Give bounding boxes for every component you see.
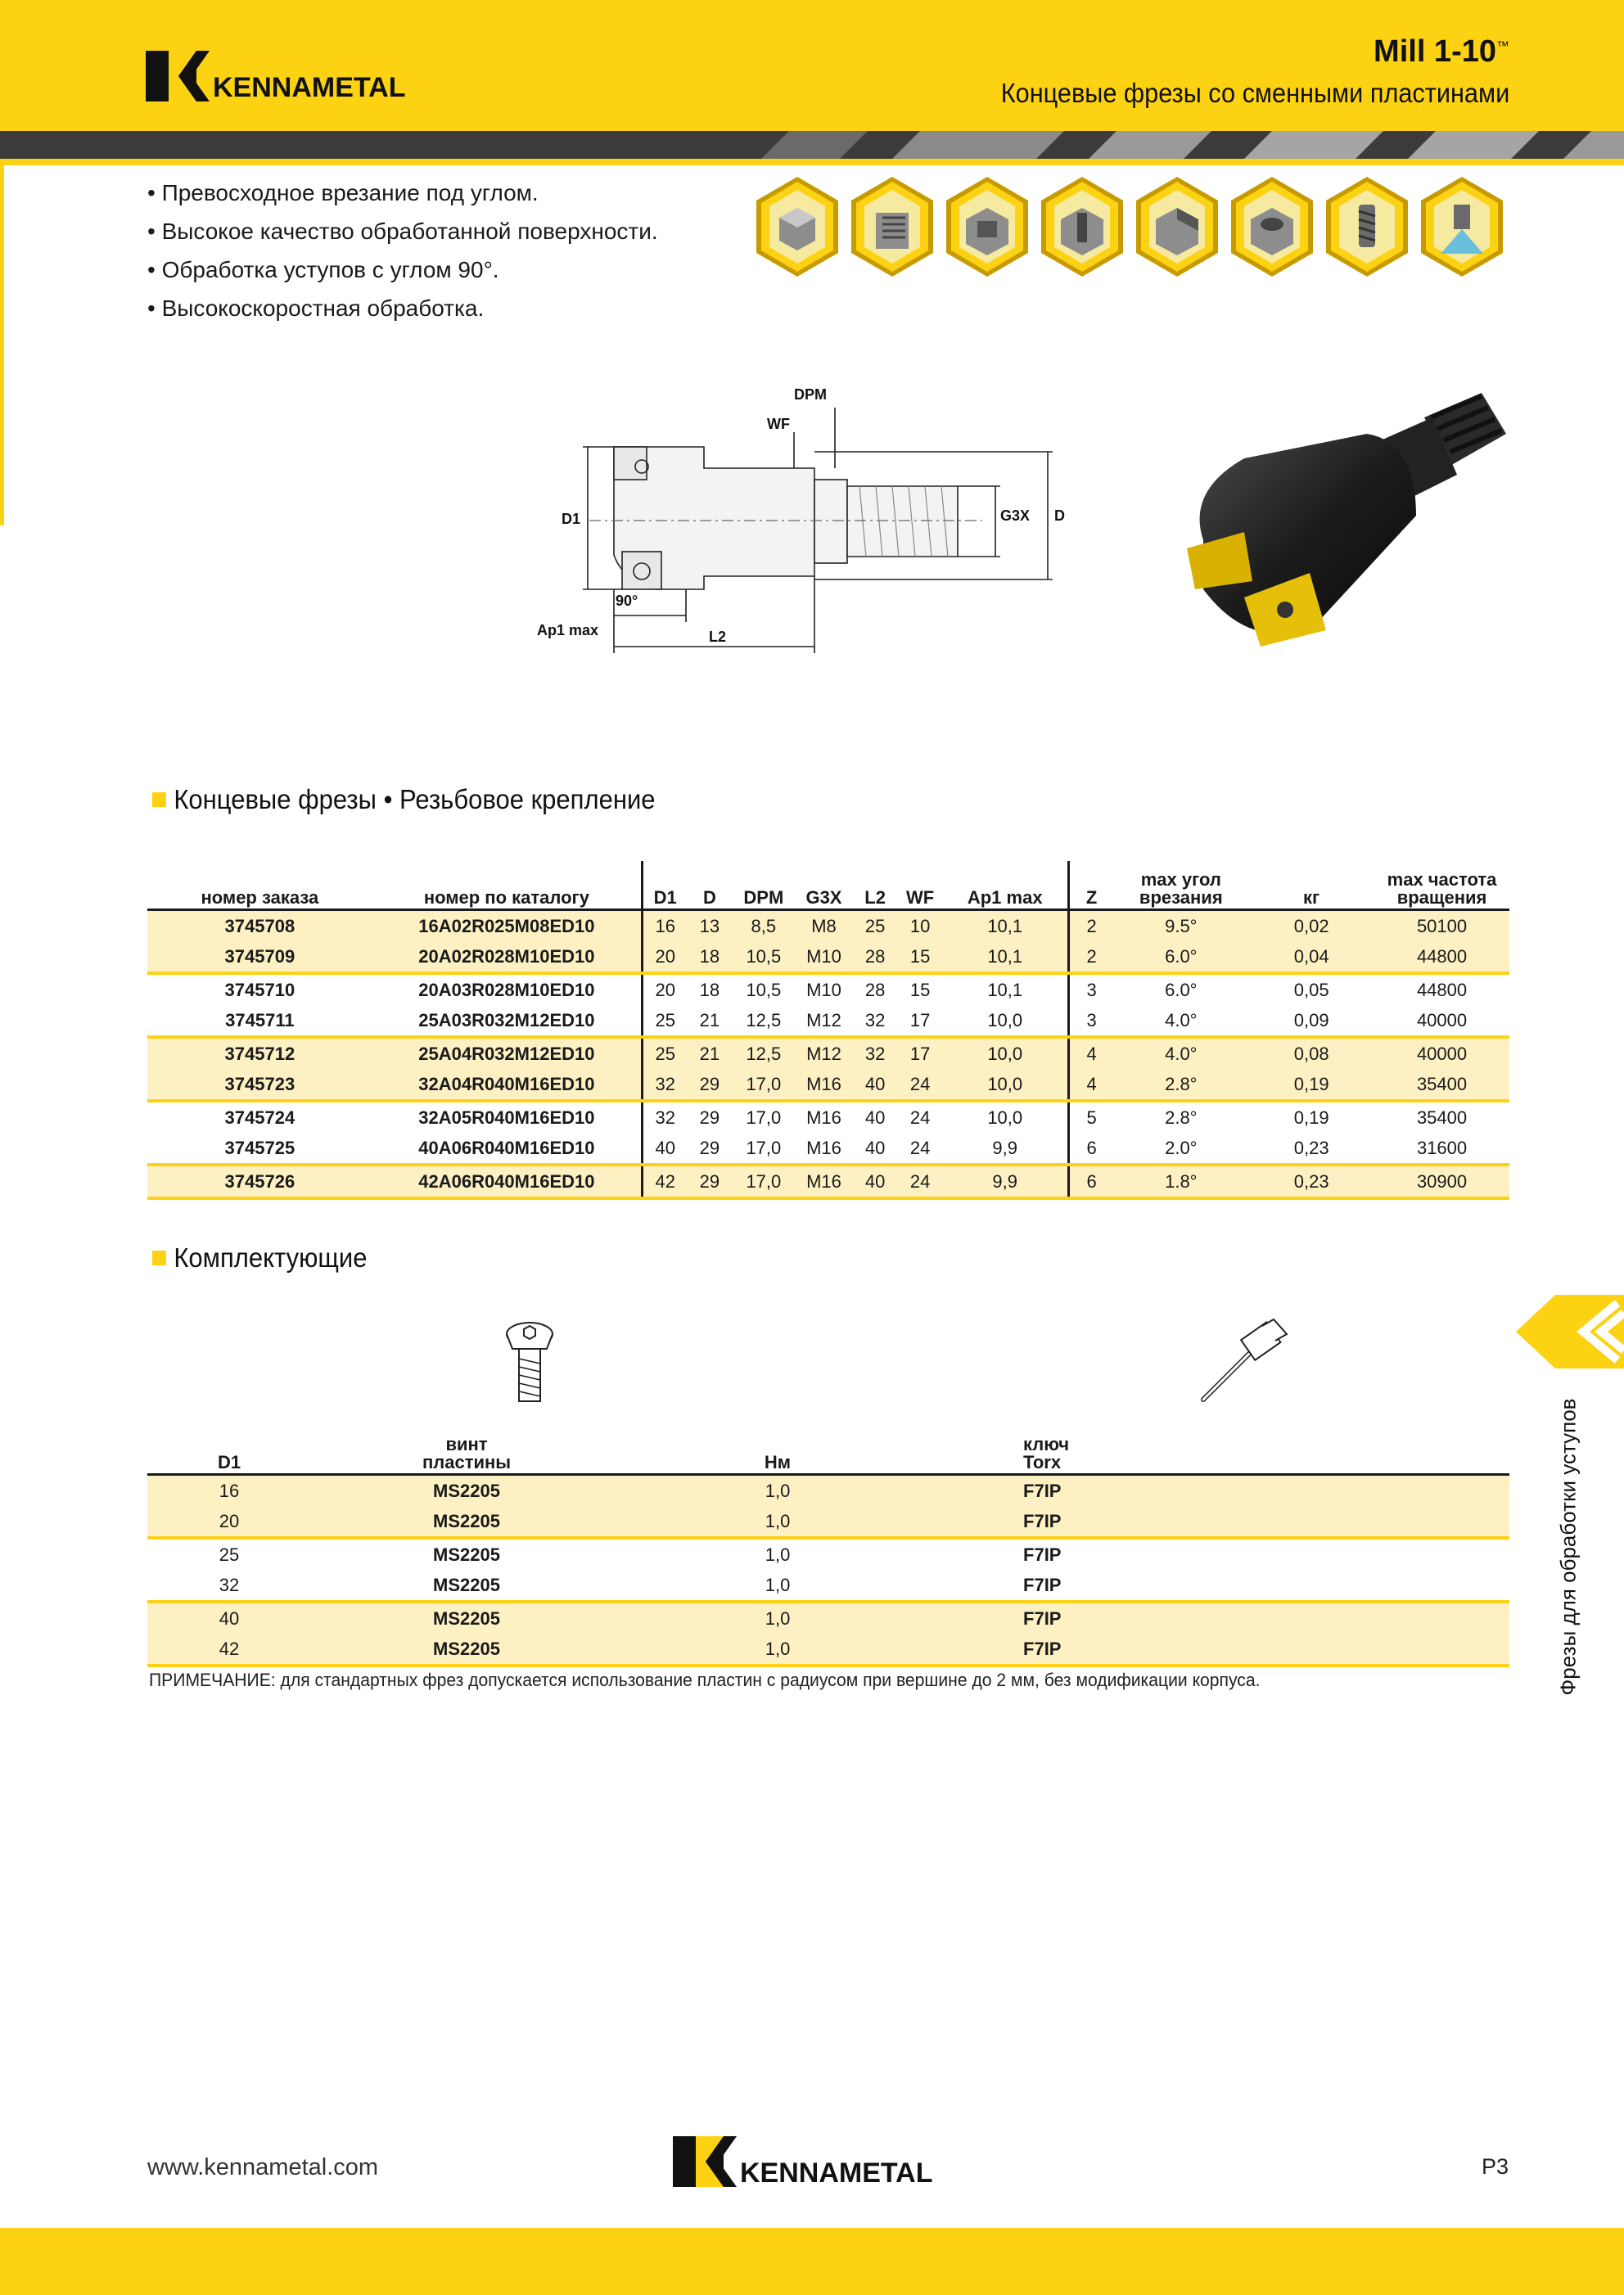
cell-catalog: 32A05R040M16ED10 bbox=[372, 1101, 643, 1133]
cell-rpm: 50100 bbox=[1374, 910, 1509, 942]
cell-g3x: M16 bbox=[806, 1137, 841, 1158]
logo-wordmark: KENNAMETAL bbox=[213, 72, 406, 103]
table-header-row bbox=[147, 1424, 1509, 1475]
table-row bbox=[147, 1506, 1509, 1538]
chapter-side-label: Фрезы для обработки уступов bbox=[1555, 1398, 1581, 1696]
trademark-mark: ™ bbox=[1496, 39, 1509, 54]
page-number: P3 bbox=[1482, 2154, 1509, 2179]
cell-d1: 40 bbox=[642, 1133, 687, 1165]
cell-screw: MS2205 bbox=[311, 1602, 622, 1634]
cell-ap1: 10,0 bbox=[943, 1101, 1069, 1133]
cell-wf: 10 bbox=[898, 910, 943, 942]
col-g3x: G3X bbox=[795, 861, 852, 910]
cell-d1: 16 bbox=[642, 910, 687, 942]
table-row bbox=[147, 1133, 1509, 1165]
face-milling-icon bbox=[756, 177, 838, 277]
application-icons bbox=[751, 175, 1513, 278]
footer-kennametal-logo bbox=[673, 2133, 951, 2190]
col-wf: WF bbox=[898, 861, 943, 910]
cell-rpm: 44800 bbox=[1374, 941, 1509, 973]
cell-kg: 0,19 bbox=[1248, 1101, 1374, 1133]
col-order: номер заказа bbox=[147, 861, 372, 910]
cell-z: 2 bbox=[1068, 941, 1113, 973]
cell-wf: 24 bbox=[909, 1137, 931, 1158]
cell-screw: MS2205 bbox=[311, 1506, 622, 1538]
cell-d: 13 bbox=[687, 910, 732, 942]
cell-d: 21 bbox=[687, 1037, 732, 1069]
cell-kg: 0,08 bbox=[1248, 1037, 1374, 1069]
col-d: D bbox=[687, 861, 732, 910]
cell-wf: 24 bbox=[898, 1101, 943, 1133]
col-rpm: max частота вращения bbox=[1374, 861, 1509, 910]
torx-key-icon bbox=[1195, 1318, 1293, 1408]
cell-l2: 40 bbox=[853, 1165, 898, 1198]
cell-d1: 20 bbox=[642, 973, 687, 1005]
cell-g3x: M16 bbox=[795, 1101, 852, 1133]
cell-catalog: 42A06R040M16ED10 bbox=[372, 1165, 643, 1198]
left-accent-bar bbox=[0, 165, 4, 525]
table-row bbox=[147, 910, 1509, 942]
cell-rpm: 35400 bbox=[1374, 1101, 1509, 1133]
cell-order: 3745725 bbox=[224, 1137, 295, 1158]
cell-g3x: M12 bbox=[795, 1037, 852, 1069]
slotting-icon bbox=[1041, 177, 1123, 277]
cell-dpm: 17,0 bbox=[732, 1069, 795, 1101]
cell-g3x: M16 bbox=[795, 1165, 852, 1198]
cell-key: F7IP bbox=[933, 1506, 1509, 1538]
section-marker bbox=[152, 792, 166, 807]
col-ramp: max угол врезания bbox=[1113, 861, 1248, 910]
cell-g3x: M16 bbox=[795, 1069, 852, 1101]
cell-nm: 1,0 bbox=[622, 1538, 933, 1570]
cell-rpm: 31600 bbox=[1416, 1137, 1468, 1158]
kennametal-logo bbox=[146, 47, 424, 105]
accessories-table-body bbox=[147, 1475, 1509, 1666]
stripe-pattern bbox=[0, 131, 1624, 159]
table-row bbox=[147, 1475, 1509, 1507]
cell-d1: 42 bbox=[642, 1165, 687, 1198]
cell-ramp: 6.0° bbox=[1113, 973, 1248, 1005]
section-title-end-mills: Концевые фрезы • Резьбовое крепление bbox=[152, 784, 656, 815]
cell-g3x: M12 bbox=[806, 1009, 841, 1030]
col-kg: кг bbox=[1248, 861, 1374, 910]
tool-dimension-drawing bbox=[524, 383, 1080, 666]
cell-nm: 1,0 bbox=[765, 1574, 791, 1595]
cell-d1: 42 bbox=[147, 1634, 311, 1666]
cell-z: 6 bbox=[1068, 1133, 1113, 1165]
cell-rpm: 40000 bbox=[1416, 1009, 1468, 1030]
cell-nm: 1,0 bbox=[622, 1602, 933, 1634]
footnote: ПРИМЕЧАНИЕ: для стандартных фрез допускается использование пластин с радиусом при вершине до 2 мм, без модификации корпуса. bbox=[149, 1670, 1261, 1690]
cell-g3x: M10 bbox=[795, 941, 852, 973]
col-z: Z bbox=[1068, 861, 1113, 910]
cell-g3x: M10 bbox=[795, 973, 852, 1005]
end-mills-table-body bbox=[147, 910, 1509, 1199]
cell-ap1: 10,1 bbox=[943, 941, 1069, 973]
cell-order: 3745708 bbox=[147, 910, 372, 942]
cell-wf: 24 bbox=[898, 1069, 943, 1101]
cell-dpm: 17,0 bbox=[732, 1101, 795, 1133]
table-row bbox=[147, 1005, 1509, 1037]
cell-ramp: 2.8° bbox=[1113, 1101, 1248, 1133]
col-key: ключ Torx bbox=[933, 1424, 1509, 1475]
cell-ap1: 10,0 bbox=[943, 1069, 1069, 1101]
table-row bbox=[147, 1570, 1509, 1602]
cell-order: 3745726 bbox=[147, 1165, 372, 1198]
cell-rpm: 44800 bbox=[1374, 973, 1509, 1005]
cell-d1: 40 bbox=[147, 1602, 311, 1634]
col-l2: L2 bbox=[853, 861, 898, 910]
cell-d1: 16 bbox=[147, 1475, 311, 1507]
accessories-table bbox=[147, 1424, 1509, 1667]
table-row bbox=[147, 973, 1509, 1005]
table-row bbox=[147, 1602, 1509, 1634]
cell-ramp: 2.0° bbox=[1165, 1137, 1198, 1158]
cell-rpm: 35400 bbox=[1374, 1069, 1509, 1101]
col-screw: винт пластины bbox=[311, 1424, 622, 1475]
cell-order: 3745709 bbox=[147, 941, 372, 973]
cell-rpm: 40000 bbox=[1374, 1037, 1509, 1069]
cell-key: F7IP bbox=[1023, 1574, 1062, 1595]
feature-item: • Превосходное врезание под углом. bbox=[147, 180, 539, 205]
col-nm: Нм bbox=[622, 1424, 933, 1475]
cell-kg: 0,23 bbox=[1293, 1137, 1329, 1158]
table-row bbox=[147, 941, 1509, 973]
cell-kg: 0,23 bbox=[1248, 1165, 1374, 1198]
cell-key: F7IP bbox=[933, 1538, 1509, 1570]
label-d1: D1 bbox=[562, 511, 581, 527]
cell-l2: 25 bbox=[853, 910, 898, 942]
cell-l2: 28 bbox=[853, 973, 898, 1005]
cell-d1: 32 bbox=[642, 1069, 687, 1101]
feature-item: • Обработка уступов с углом 90°. bbox=[147, 257, 499, 282]
cell-screw: MS2205 bbox=[311, 1475, 622, 1507]
table-row bbox=[147, 1165, 1509, 1198]
feature-item: • Высокоскоростная обработка. bbox=[147, 295, 485, 321]
end-mill-product-image bbox=[1154, 385, 1514, 663]
label-angle: 90° bbox=[616, 593, 638, 609]
cell-d1: 20 bbox=[642, 941, 687, 973]
cell-kg: 0,19 bbox=[1248, 1069, 1374, 1101]
cell-ramp: 1.8° bbox=[1113, 1165, 1248, 1198]
cell-d: 18 bbox=[687, 973, 732, 1005]
cell-key: F7IP bbox=[933, 1602, 1509, 1634]
label-ap1: Ap1 max bbox=[537, 622, 599, 638]
cell-ap1: 9,9 bbox=[992, 1137, 1018, 1158]
footer-website[interactable]: www.kennametal.com bbox=[147, 2154, 379, 2180]
section-title-accessories: Комплектующие bbox=[152, 1242, 367, 1274]
cell-ap1: 10,0 bbox=[987, 1009, 1023, 1030]
feature-list bbox=[147, 174, 658, 327]
cell-key: F7IP bbox=[933, 1475, 1509, 1507]
col-ap1: Ap1 max bbox=[943, 861, 1069, 910]
cell-catalog: 25A04R032M12ED10 bbox=[372, 1037, 643, 1069]
cell-ap1: 10,0 bbox=[943, 1037, 1069, 1069]
table-header-row bbox=[147, 861, 1509, 910]
col-d1: D1 bbox=[642, 861, 687, 910]
cell-d: 29 bbox=[687, 1165, 732, 1198]
cell-d1: 25 bbox=[642, 1037, 687, 1069]
cell-wf: 17 bbox=[909, 1009, 931, 1030]
cell-d: 29 bbox=[699, 1137, 720, 1158]
cell-l2: 40 bbox=[864, 1137, 886, 1158]
col-catalog: номер по каталогу bbox=[372, 861, 643, 910]
cell-d: 29 bbox=[687, 1101, 732, 1133]
feature-item: • Высокое качество обработанной поверхности. bbox=[147, 219, 658, 244]
thread-milling-icon bbox=[851, 177, 933, 277]
table-row bbox=[147, 1538, 1509, 1570]
pocketing-icon bbox=[946, 177, 1028, 277]
section-marker bbox=[152, 1251, 166, 1265]
table-row bbox=[147, 1069, 1509, 1101]
cell-d1: 32 bbox=[642, 1101, 687, 1133]
header-stripe bbox=[0, 131, 1624, 159]
cell-kg: 0,04 bbox=[1248, 941, 1374, 973]
label-wf: WF bbox=[767, 416, 790, 432]
coolant-through-icon bbox=[1421, 177, 1503, 277]
cell-kg: 0,05 bbox=[1248, 973, 1374, 1005]
cell-wf: 15 bbox=[898, 941, 943, 973]
helical-interpolation-icon bbox=[1326, 177, 1408, 277]
cell-ramp: 9.5° bbox=[1113, 910, 1248, 942]
label-d: D bbox=[1054, 507, 1065, 524]
cell-d: 29 bbox=[687, 1069, 732, 1101]
page-title: Mill 1-10™ bbox=[1374, 34, 1509, 69]
cell-d1: 32 bbox=[219, 1574, 240, 1595]
cell-kg: 0,09 bbox=[1293, 1009, 1329, 1030]
col-d1: D1 bbox=[147, 1424, 311, 1475]
cell-l2: 32 bbox=[864, 1009, 886, 1030]
cell-dpm: 12,5 bbox=[732, 1037, 795, 1069]
cell-nm: 1,0 bbox=[622, 1475, 933, 1507]
table-row bbox=[147, 1037, 1509, 1069]
cell-catalog: 25A03R032M12ED10 bbox=[418, 1009, 595, 1030]
cell-screw: MS2205 bbox=[433, 1574, 500, 1595]
cell-order: 3745723 bbox=[147, 1069, 372, 1101]
cell-d1: 25 bbox=[147, 1538, 311, 1570]
cell-z: 4 bbox=[1068, 1037, 1113, 1069]
cell-z: 4 bbox=[1068, 1069, 1113, 1101]
table-row bbox=[147, 1634, 1509, 1666]
cell-catalog: 20A02R028M10ED10 bbox=[372, 941, 643, 973]
cell-order: 3745710 bbox=[147, 973, 372, 1005]
cell-z: 3 bbox=[1068, 1005, 1113, 1037]
cell-d: 21 bbox=[699, 1009, 720, 1030]
cell-ap1: 10,1 bbox=[943, 973, 1069, 1005]
cell-order: 3745712 bbox=[147, 1037, 372, 1069]
cell-screw: MS2205 bbox=[311, 1634, 622, 1666]
cell-z: 3 bbox=[1068, 973, 1113, 1005]
cell-kg: 0,02 bbox=[1248, 910, 1374, 942]
chapter-tab-icon bbox=[1516, 1295, 1624, 1368]
cell-dpm: 12,5 bbox=[746, 1009, 782, 1030]
cell-wf: 15 bbox=[898, 973, 943, 1005]
cell-dpm: 10,5 bbox=[732, 941, 795, 973]
table-row bbox=[147, 1101, 1509, 1133]
screw-icon bbox=[501, 1318, 558, 1408]
cell-order: 3745724 bbox=[147, 1101, 372, 1133]
cell-catalog: 32A04R040M16ED10 bbox=[372, 1069, 643, 1101]
cell-ramp: 4.0° bbox=[1113, 1037, 1248, 1069]
cell-l2: 40 bbox=[853, 1101, 898, 1133]
cell-z: 2 bbox=[1068, 910, 1113, 942]
cell-dpm: 8,5 bbox=[732, 910, 795, 942]
header-underline bbox=[0, 159, 1624, 165]
cell-catalog: 20A03R028M10ED10 bbox=[372, 973, 643, 1005]
cell-order: 3745711 bbox=[225, 1009, 295, 1030]
cell-nm: 1,0 bbox=[622, 1634, 933, 1666]
cell-ramp: 4.0° bbox=[1165, 1009, 1198, 1030]
cell-catalog: 16A02R025M08ED10 bbox=[372, 910, 643, 942]
cell-ap1: 10,1 bbox=[943, 910, 1069, 942]
cell-wf: 24 bbox=[898, 1165, 943, 1198]
cell-l2: 28 bbox=[853, 941, 898, 973]
cell-d1: 20 bbox=[147, 1506, 311, 1538]
cell-d: 18 bbox=[687, 941, 732, 973]
cell-ramp: 2.8° bbox=[1113, 1069, 1248, 1101]
cell-z: 6 bbox=[1068, 1165, 1113, 1198]
label-l2: L2 bbox=[709, 629, 727, 645]
cell-catalog: 40A06R040M16ED10 bbox=[418, 1137, 595, 1158]
cell-l2: 32 bbox=[853, 1037, 898, 1069]
cell-ramp: 6.0° bbox=[1113, 941, 1248, 973]
cell-d1: 25 bbox=[642, 1005, 687, 1037]
cell-g3x: M8 bbox=[795, 910, 852, 942]
label-g3x: G3X bbox=[1000, 507, 1031, 524]
cell-nm: 1,0 bbox=[622, 1506, 933, 1538]
plunging-icon bbox=[1231, 177, 1313, 277]
cell-key: F7IP bbox=[933, 1634, 1509, 1666]
end-mills-table bbox=[147, 861, 1509, 1200]
cell-ap1: 9,9 bbox=[943, 1165, 1069, 1198]
cell-dpm: 17,0 bbox=[732, 1165, 795, 1198]
logo-wordmark: KENNAMETAL bbox=[740, 2157, 933, 2189]
shoulder-milling-icon bbox=[1136, 177, 1218, 277]
col-dpm: DPM bbox=[732, 861, 795, 910]
cell-z: 5 bbox=[1068, 1101, 1113, 1133]
label-dpm: DPM bbox=[794, 386, 827, 403]
cell-l2: 40 bbox=[853, 1069, 898, 1101]
cell-wf: 17 bbox=[898, 1037, 943, 1069]
cell-dpm: 17,0 bbox=[746, 1137, 782, 1158]
cell-screw: MS2205 bbox=[311, 1538, 622, 1570]
cell-dpm: 10,5 bbox=[732, 973, 795, 1005]
page-subtitle: Концевые фрезы со сменными пластинами bbox=[1000, 78, 1509, 108]
cell-rpm: 30900 bbox=[1374, 1165, 1509, 1198]
footer-bar bbox=[0, 2228, 1624, 2295]
